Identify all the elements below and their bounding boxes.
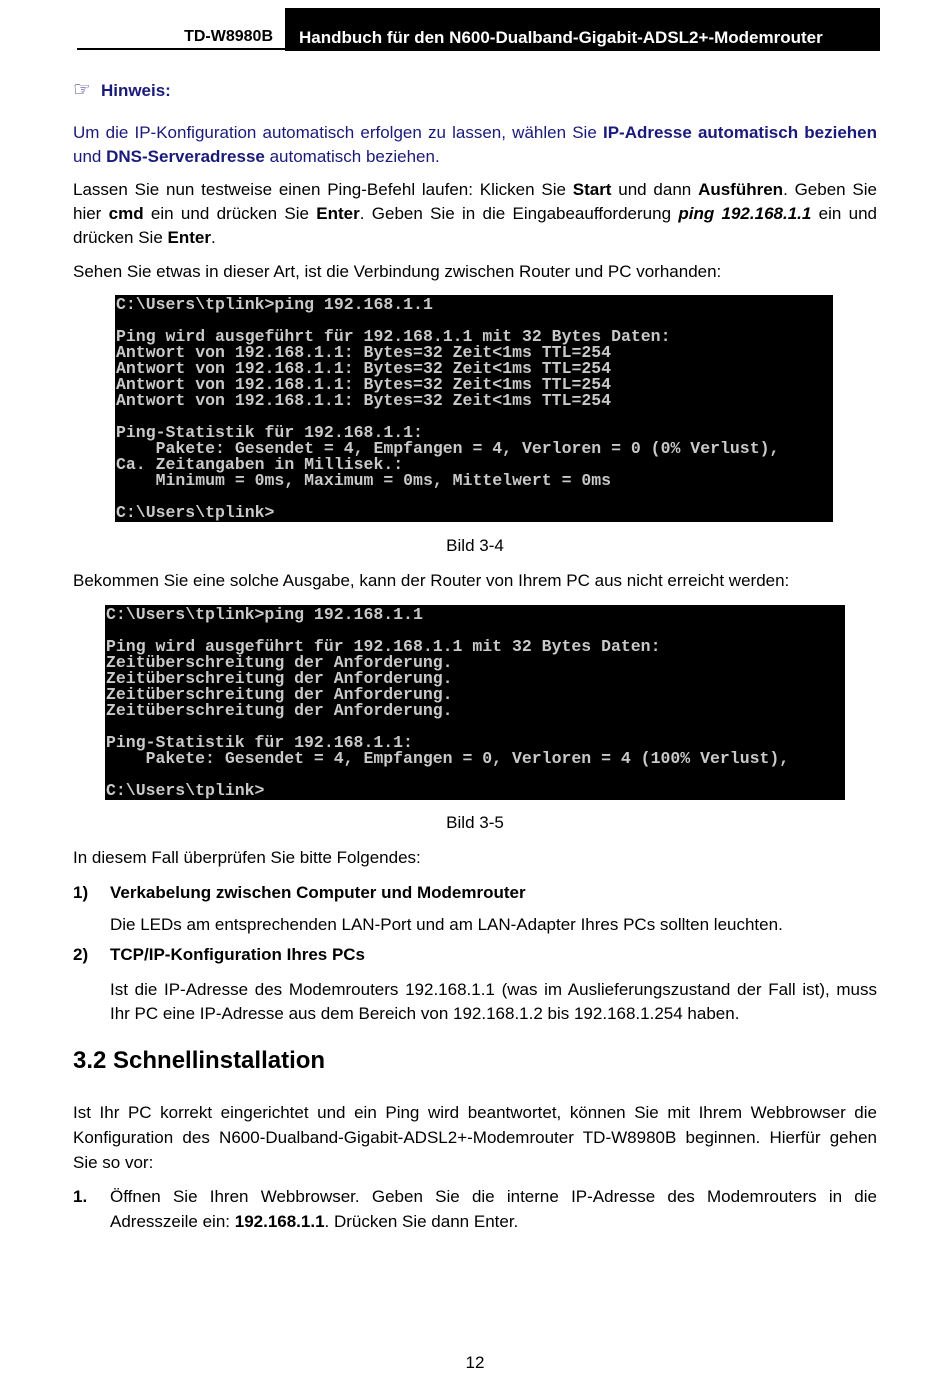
section-intro: Ist Ihr PC korrekt eingerichtet und ein Ping wird beantwortet, können Sie mit Ihrem Webbrowser die Konfiguration des N600-Dualband-Gigabit-ADSL2+-Modemrouter TD-W8980B beginnen. Hierfür gehen Sie so vor:: [73, 1103, 877, 1172]
figure-caption-3-5: Bild 3-5: [446, 813, 504, 832]
header-title: Handbuch für den N600-Dualband-Gigabit-ADSL2+-Modemrouter: [285, 8, 880, 51]
step-1-t2: . Drücken Sie dann Enter.: [324, 1212, 519, 1231]
pi-b4: Enter: [316, 204, 360, 223]
figure-caption-3-4: Bild 3-4: [446, 536, 504, 555]
pi-b6: Enter: [167, 228, 211, 247]
pi-b1: Start: [572, 180, 612, 199]
header-rule: [77, 48, 285, 50]
section-heading: 3.2 Schnellinstallation: [73, 1047, 326, 1074]
page-number: 12: [465, 1353, 485, 1372]
console-success-screenshot: C:\Users\tplink>ping 192.168.1.1 Ping wird ausgeführt für 192.168.1.1 mit 32 Bytes Daten: Antwort von 192.168.1.1: Bytes=32 Zeit<1ms TTL=254 Antwort von 192.168.1.1: Bytes=32 Zeit<1ms TTL=254 Antwort von 192.168.1.1: Bytes=32 Zeit<1ms TTL=254 Antwort von 192.168.1.1: Bytes=32 Zeit<1ms TTL=254 Ping-Statistik für 192.168.1.1: Pakete: Gesendet = 4, Empfangen = 4, Verloren = 0 (0% Verlust), Ca. Zeitangaben in Millisek.: Minimum = 0ms, Maximum = 0ms, Mittelwert = 0ms C:\Users\tplink>: [115, 295, 833, 522]
check-1-number: 1): [73, 883, 89, 902]
step-1-number: 1.: [73, 1187, 88, 1206]
header-model: TD-W8980B: [184, 28, 273, 45]
step-1-ip: 192.168.1.1: [234, 1212, 325, 1231]
success-intro: Sehen Sie etwas in dieser Art, ist die Verbindung zwischen Router und PC vorhanden:: [73, 262, 722, 281]
pi-b2: Ausführen: [698, 180, 784, 199]
note-bold-a: IP-Adresse automatisch beziehen: [602, 123, 878, 142]
note-heading: [73, 79, 171, 102]
note-heading-label: Hinweis:: [100, 81, 171, 100]
note-text-a: Um die IP-Konfiguration automatisch erfolgen zu lassen, wählen Sie: [73, 123, 603, 142]
pi-t2: und dann: [611, 180, 699, 199]
note-bold-b: DNS-Serveradresse: [106, 147, 265, 166]
pi-t6: ein und drücken Sie: [73, 204, 878, 247]
pi-t3: . Geben Sie hier: [73, 180, 877, 223]
note-text-b: und: [73, 147, 107, 166]
pi-t5: . Geben Sie in die Eingabeaufforderung: [359, 204, 679, 223]
ping-instructions: [73, 178, 877, 250]
note-text-c: automatisch beziehen.: [264, 147, 440, 166]
check-2-heading: TCP/IP-Konfiguration Ihres PCs: [110, 945, 366, 964]
pi-t4: ein und drücken Sie: [143, 204, 317, 223]
pi-t7: .: [210, 228, 216, 247]
console-fail-screenshot: C:\Users\tplink>ping 192.168.1.1 Ping wird ausgeführt für 192.168.1.1 mit 32 Bytes Daten: Zeitüberschreitung der Anforderung. Zeitüberschreitung der Anforderung. Zeitüberschreitung der Anforderung. Zeitüberschreitung der Anforderung. Ping-Statistik für 192.168.1.1: Pakete: Gesendet = 4, Empfangen = 0, Verloren = 4 (100% Verlust), C:\Users\tplink>: [105, 605, 845, 800]
pi-t1: Lassen Sie nun testweise einen Ping-Befehl laufen: Klicken Sie: [73, 180, 573, 199]
pi-bi5: ping 192.168.1.1: [678, 204, 812, 223]
step-1-text: [110, 1184, 877, 1234]
fail-intro: Bekommen Sie eine solche Ausgabe, kann der Router von Ihrem PC aus nicht erreicht werden:: [73, 571, 790, 590]
check-intro: In diesem Fall überprüfen Sie bitte Folgendes:: [73, 848, 421, 867]
pointing-hand-icon: ☞: [73, 79, 91, 101]
step-1-t1: Öffnen Sie Ihren Webbrowser. Geben Sie die interne IP-Adresse des Modemrouters in die Adresszeile ein:: [110, 1187, 877, 1231]
check-1-body: Die LEDs am entsprechenden LAN-Port und am LAN-Adapter Ihres PCs sollten leuchten.: [110, 915, 783, 934]
check-2-body: Ist die IP-Adresse des Modemrouters 192.168.1.1 (was im Auslieferungszustand der Fall ist), muss Ihr PC eine IP-Adresse aus dem Bereich von 192.168.1.2 bis 192.168.1.254 haben.: [110, 980, 877, 1023]
note-text: [73, 121, 877, 169]
check-2-number: 2): [73, 945, 89, 964]
pi-b3: cmd: [108, 204, 144, 223]
check-1-heading: Verkabelung zwischen Computer und Modemrouter: [110, 883, 526, 902]
